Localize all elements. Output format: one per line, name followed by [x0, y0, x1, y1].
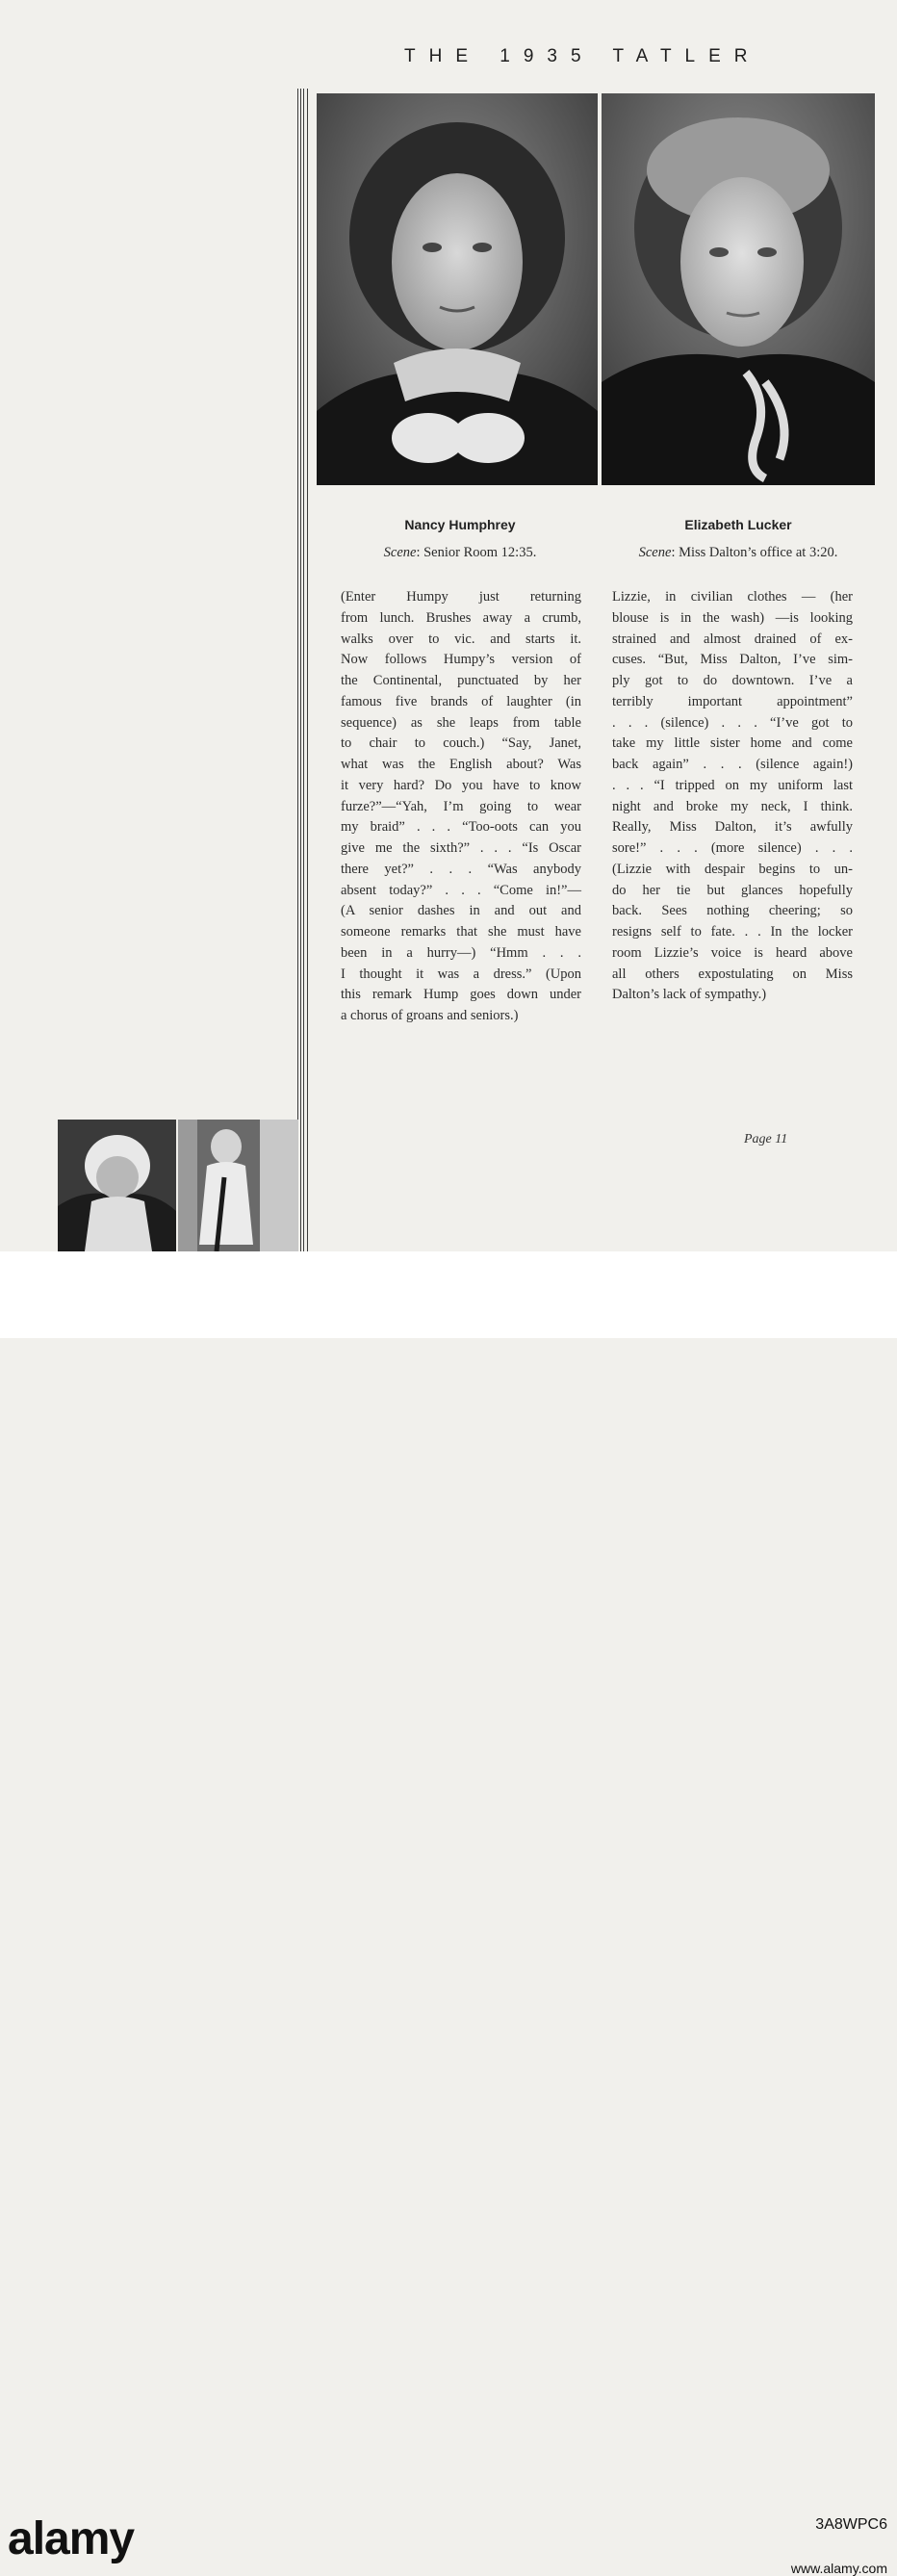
body-line: . . . (silence) . . . “I’ve got to	[612, 714, 853, 731]
body-line: resigns self to fate. . . In the locker	[612, 924, 853, 940]
body-line: do her tie but glances hopefully	[612, 882, 853, 898]
body-line: Now follows Humpy’s version of	[341, 652, 581, 668]
body-line: ply got to do downtown. I’ve a	[612, 673, 853, 688]
body-line: what was the English about? Was	[341, 757, 581, 772]
baby-photo-left	[58, 1120, 176, 1251]
page-number: Page 11	[744, 1132, 788, 1146]
alamy-url: www.alamy.com	[790, 2561, 887, 2576]
left-scene-text: : Senior Room 12:35.	[416, 545, 537, 560]
column-rules	[297, 89, 309, 1251]
right-entry-name: Elizabeth Lucker	[684, 517, 792, 532]
page-header: THE 1935 TATLER	[404, 46, 761, 66]
body-line: this remark Hump goes down under	[341, 987, 581, 1003]
right-entry-body	[612, 587, 853, 1006]
yearbook-page	[0, 0, 897, 1251]
body-line: from lunch. Brushes away a crumb,	[341, 609, 581, 626]
body-line: a chorus of groans and seniors.)	[341, 1008, 519, 1023]
body-line: absent today?” . . . “Come in!”—	[341, 882, 581, 898]
body-line: (Enter Humpy just returning	[341, 589, 581, 605]
watermark-bar	[0, 1251, 897, 2576]
body-line: walks over to vic. and starts it.	[341, 631, 581, 647]
left-entry-body	[341, 587, 581, 1027]
body-line: take my little sister home and come	[612, 735, 853, 752]
body-line: . . . “I tripped on my uniform last	[612, 777, 853, 793]
alamy-logo: alamy	[8, 2513, 135, 2564]
left-entry-name: Nancy Humphrey	[404, 517, 516, 532]
body-line: been in a hurry—) “Hmm . . .	[341, 944, 581, 961]
body-line: the Continental, punctuated by her	[341, 673, 581, 688]
portrait-nancy-humphrey	[317, 93, 598, 485]
body-line: someone remarks that she must have	[341, 924, 581, 940]
left-entry-scene	[320, 545, 600, 561]
body-line: (Lizzie with despair begins to un-	[612, 861, 853, 877]
body-line: Really, Miss Dalton, it’s awfully	[612, 819, 853, 836]
body-line: Lizzie, in civilian clothes — (her	[612, 589, 853, 605]
body-line: all others expostulating on Miss	[612, 966, 853, 982]
body-line: strained and almost drained of ex-	[612, 631, 853, 647]
body-line: room Lizzie’s voice is heard above	[612, 944, 853, 961]
body-line: it very hard? Do you have to know	[341, 777, 581, 793]
body-line: Dalton’s lack of sympathy.)	[612, 987, 767, 1003]
body-line: to chair to couch.) “Say, Janet,	[341, 735, 581, 752]
body-line: (A senior dashes in and out and	[341, 903, 581, 919]
body-line: sequence) as she leaps from table	[341, 714, 581, 731]
body-line: sore!” . . . (more silence) . . .	[612, 840, 853, 856]
body-line: back again” . . . (silence again!)	[612, 757, 853, 772]
image-id: 3A8WPC6	[815, 2516, 887, 2533]
body-line: famous five brands of laughter (in	[341, 693, 581, 709]
right-scene-text: : Miss Dalton’s office at 3:20.	[671, 545, 838, 560]
body-line: there yet?” . . . “Was anybody	[341, 861, 581, 877]
body-line: furze?”—“Yah, I’m going to wear	[341, 798, 581, 814]
body-line: night and broke my neck, I think.	[612, 798, 853, 814]
body-line: give me the sixth?” . . . “Is Oscar	[341, 840, 581, 856]
body-line: back. Sees nothing cheering; so	[612, 903, 853, 919]
body-line: blouse is in the wash) —is looking	[612, 609, 853, 626]
right-entry-scene	[599, 545, 878, 561]
body-line: terribly important appointment”	[612, 693, 853, 709]
left-scene-label: Scene	[383, 545, 417, 560]
body-line: my braid” . . . “Too-oots can you	[341, 819, 581, 836]
body-line: I thought it was a dress.” (Upon	[341, 966, 581, 982]
baby-photo-right	[178, 1120, 298, 1251]
body-line: cuses. “But, Miss Dalton, I’ve sim-	[612, 652, 853, 668]
right-scene-label: Scene	[638, 545, 672, 560]
portrait-elizabeth-lucker	[602, 93, 875, 485]
